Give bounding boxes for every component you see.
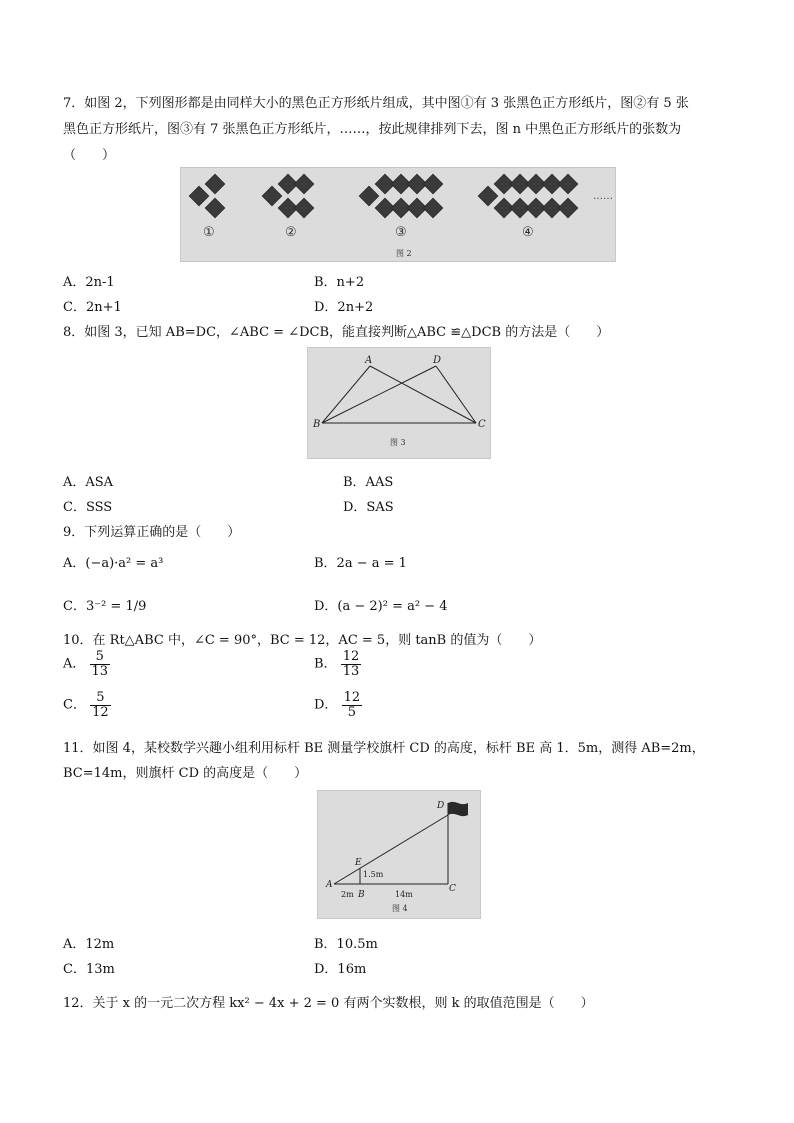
q9-option-c[interactable]: C．3⁻² = 1/9 [63, 599, 147, 614]
figure-4-point-e: E [355, 858, 362, 868]
denominator: 13 [91, 663, 109, 679]
q11-option-b[interactable]: B．10.5m [314, 937, 378, 952]
figure-3-diagram [308, 348, 490, 458]
q7-stem-line2: 黑色正方形纸片，图③有 7 张黑色正方形纸片，……，按此规律排列下去，图 n 中黑色正方形纸片的张数为 [63, 122, 682, 137]
figure-3 [307, 347, 491, 459]
figure-3-point-a: A [365, 355, 373, 366]
q10-option-a-label: A． [63, 656, 86, 672]
pattern-4 [478, 174, 578, 218]
figure-4-label-bc: 14m [395, 890, 413, 899]
q10-option-b-label: B． [314, 656, 337, 672]
q8-stem: 8．如图 3，已知 AB=DC，∠ABC = ∠DCB，能直接判断△ABC ≌△DCB 的方法是（ ） [63, 325, 610, 340]
figure-2-label-1: ① [203, 225, 215, 240]
q7-stem-line1: 7．如图 2，下列图形都是由同样大小的黑色正方形纸片组成，其中图①有 3 张黑色正方形纸片，图②有 5 张 [63, 96, 689, 111]
pattern-1 [189, 174, 225, 218]
figure-4-label-ab: 2m [341, 890, 354, 899]
figure-2-diagram [181, 168, 615, 261]
figure-2-label-3: ③ [395, 225, 407, 240]
q8-option-d[interactable]: D．SAS [343, 500, 394, 515]
q12-stem: 12．关于 x 的一元二次方程 kx² − 4x + 2 = 0 有两个实数根，则 k 的取值范围是（ ） [63, 996, 594, 1011]
q11-stem-line1: 11．如图 4，某校数学兴趣小组利用标杆 BE 测量学校旗杆 CD 的高度，标杆 BE 高 1．5m，测得 AB=2m， [63, 741, 705, 756]
q8-option-a[interactable]: A．ASA [63, 475, 114, 490]
pattern-3 [359, 174, 443, 218]
figure-4-point-a: A [326, 880, 333, 890]
q10-option-d-fraction [342, 691, 363, 719]
q9-option-b[interactable]: B．2a − a = 1 [314, 556, 407, 571]
q9-option-d[interactable]: D．(a − 2)² = a² − 4 [314, 599, 448, 614]
figure-3-caption: 图 3 [390, 438, 406, 447]
numerator: 5 [90, 691, 111, 706]
figure-2-label-2: ② [285, 225, 297, 240]
q10-option-c-fraction [90, 691, 111, 719]
q9-option-a[interactable]: A．(−a)·a² = a³ [63, 556, 164, 571]
figure-4 [317, 790, 481, 919]
figure-2-label-4: ④ [522, 225, 534, 240]
q7-option-c[interactable]: C．2n+1 [63, 300, 122, 315]
figure-4-point-c: C [449, 884, 456, 894]
q10-option-b-fraction [341, 650, 362, 678]
q10-option-d-label: D． [314, 697, 338, 713]
figure-3-point-b: B [313, 419, 321, 430]
pattern-2 [262, 174, 314, 218]
q10-option-b[interactable] [314, 650, 361, 678]
q7-option-b[interactable]: B．n+2 [314, 275, 365, 290]
figure-4-point-b: B [358, 890, 365, 900]
figure-4-label-be: 1.5m [363, 870, 384, 879]
figure-2-ellipsis: …… [593, 191, 613, 202]
q10-option-c-label: C． [63, 697, 86, 713]
q7-option-d[interactable]: D．2n+2 [314, 300, 374, 315]
denominator: 13 [342, 663, 360, 679]
denominator: 12 [92, 704, 109, 720]
q10-stem: 10．在 Rt△ABC 中，∠C = 90°，BC = 12，AC = 5，则 tanB 的值为（ ） [63, 633, 542, 648]
figure-4-caption: 图 4 [392, 904, 408, 913]
figure-3-point-c: C [478, 419, 486, 430]
q7-option-a[interactable]: A．2n-1 [63, 275, 115, 290]
numerator: 5 [90, 650, 111, 665]
q10-option-d[interactable] [314, 691, 362, 719]
q11-option-d[interactable]: D．16m [314, 962, 367, 977]
denominator: 5 [347, 704, 356, 720]
q8-option-c[interactable]: C．SSS [63, 500, 113, 515]
q11-stem-line2: BC=14m，则旗杆 CD 的高度是（ ） [63, 766, 308, 781]
q10-option-a-fraction [90, 650, 111, 678]
numerator: 12 [343, 690, 361, 705]
q10-option-c[interactable] [63, 691, 111, 719]
q11-option-a[interactable]: A．12m [63, 937, 115, 952]
q7-stem-line3: （ ） [63, 148, 116, 163]
q10-option-a[interactable] [63, 650, 110, 678]
figure-3-point-d: D [433, 355, 442, 366]
figure-4-point-d: D [437, 801, 445, 811]
q11-option-c[interactable]: C．13m [63, 962, 115, 977]
figure-2-caption: 图 2 [396, 249, 412, 258]
flag-icon [448, 802, 468, 816]
figure-2 [180, 167, 616, 262]
numerator: 12 [342, 649, 360, 664]
figure-4-diagram [318, 791, 480, 918]
q9-stem: 9．下列运算正确的是（ ） [63, 525, 241, 540]
q8-option-b[interactable]: B．AAS [343, 475, 394, 490]
